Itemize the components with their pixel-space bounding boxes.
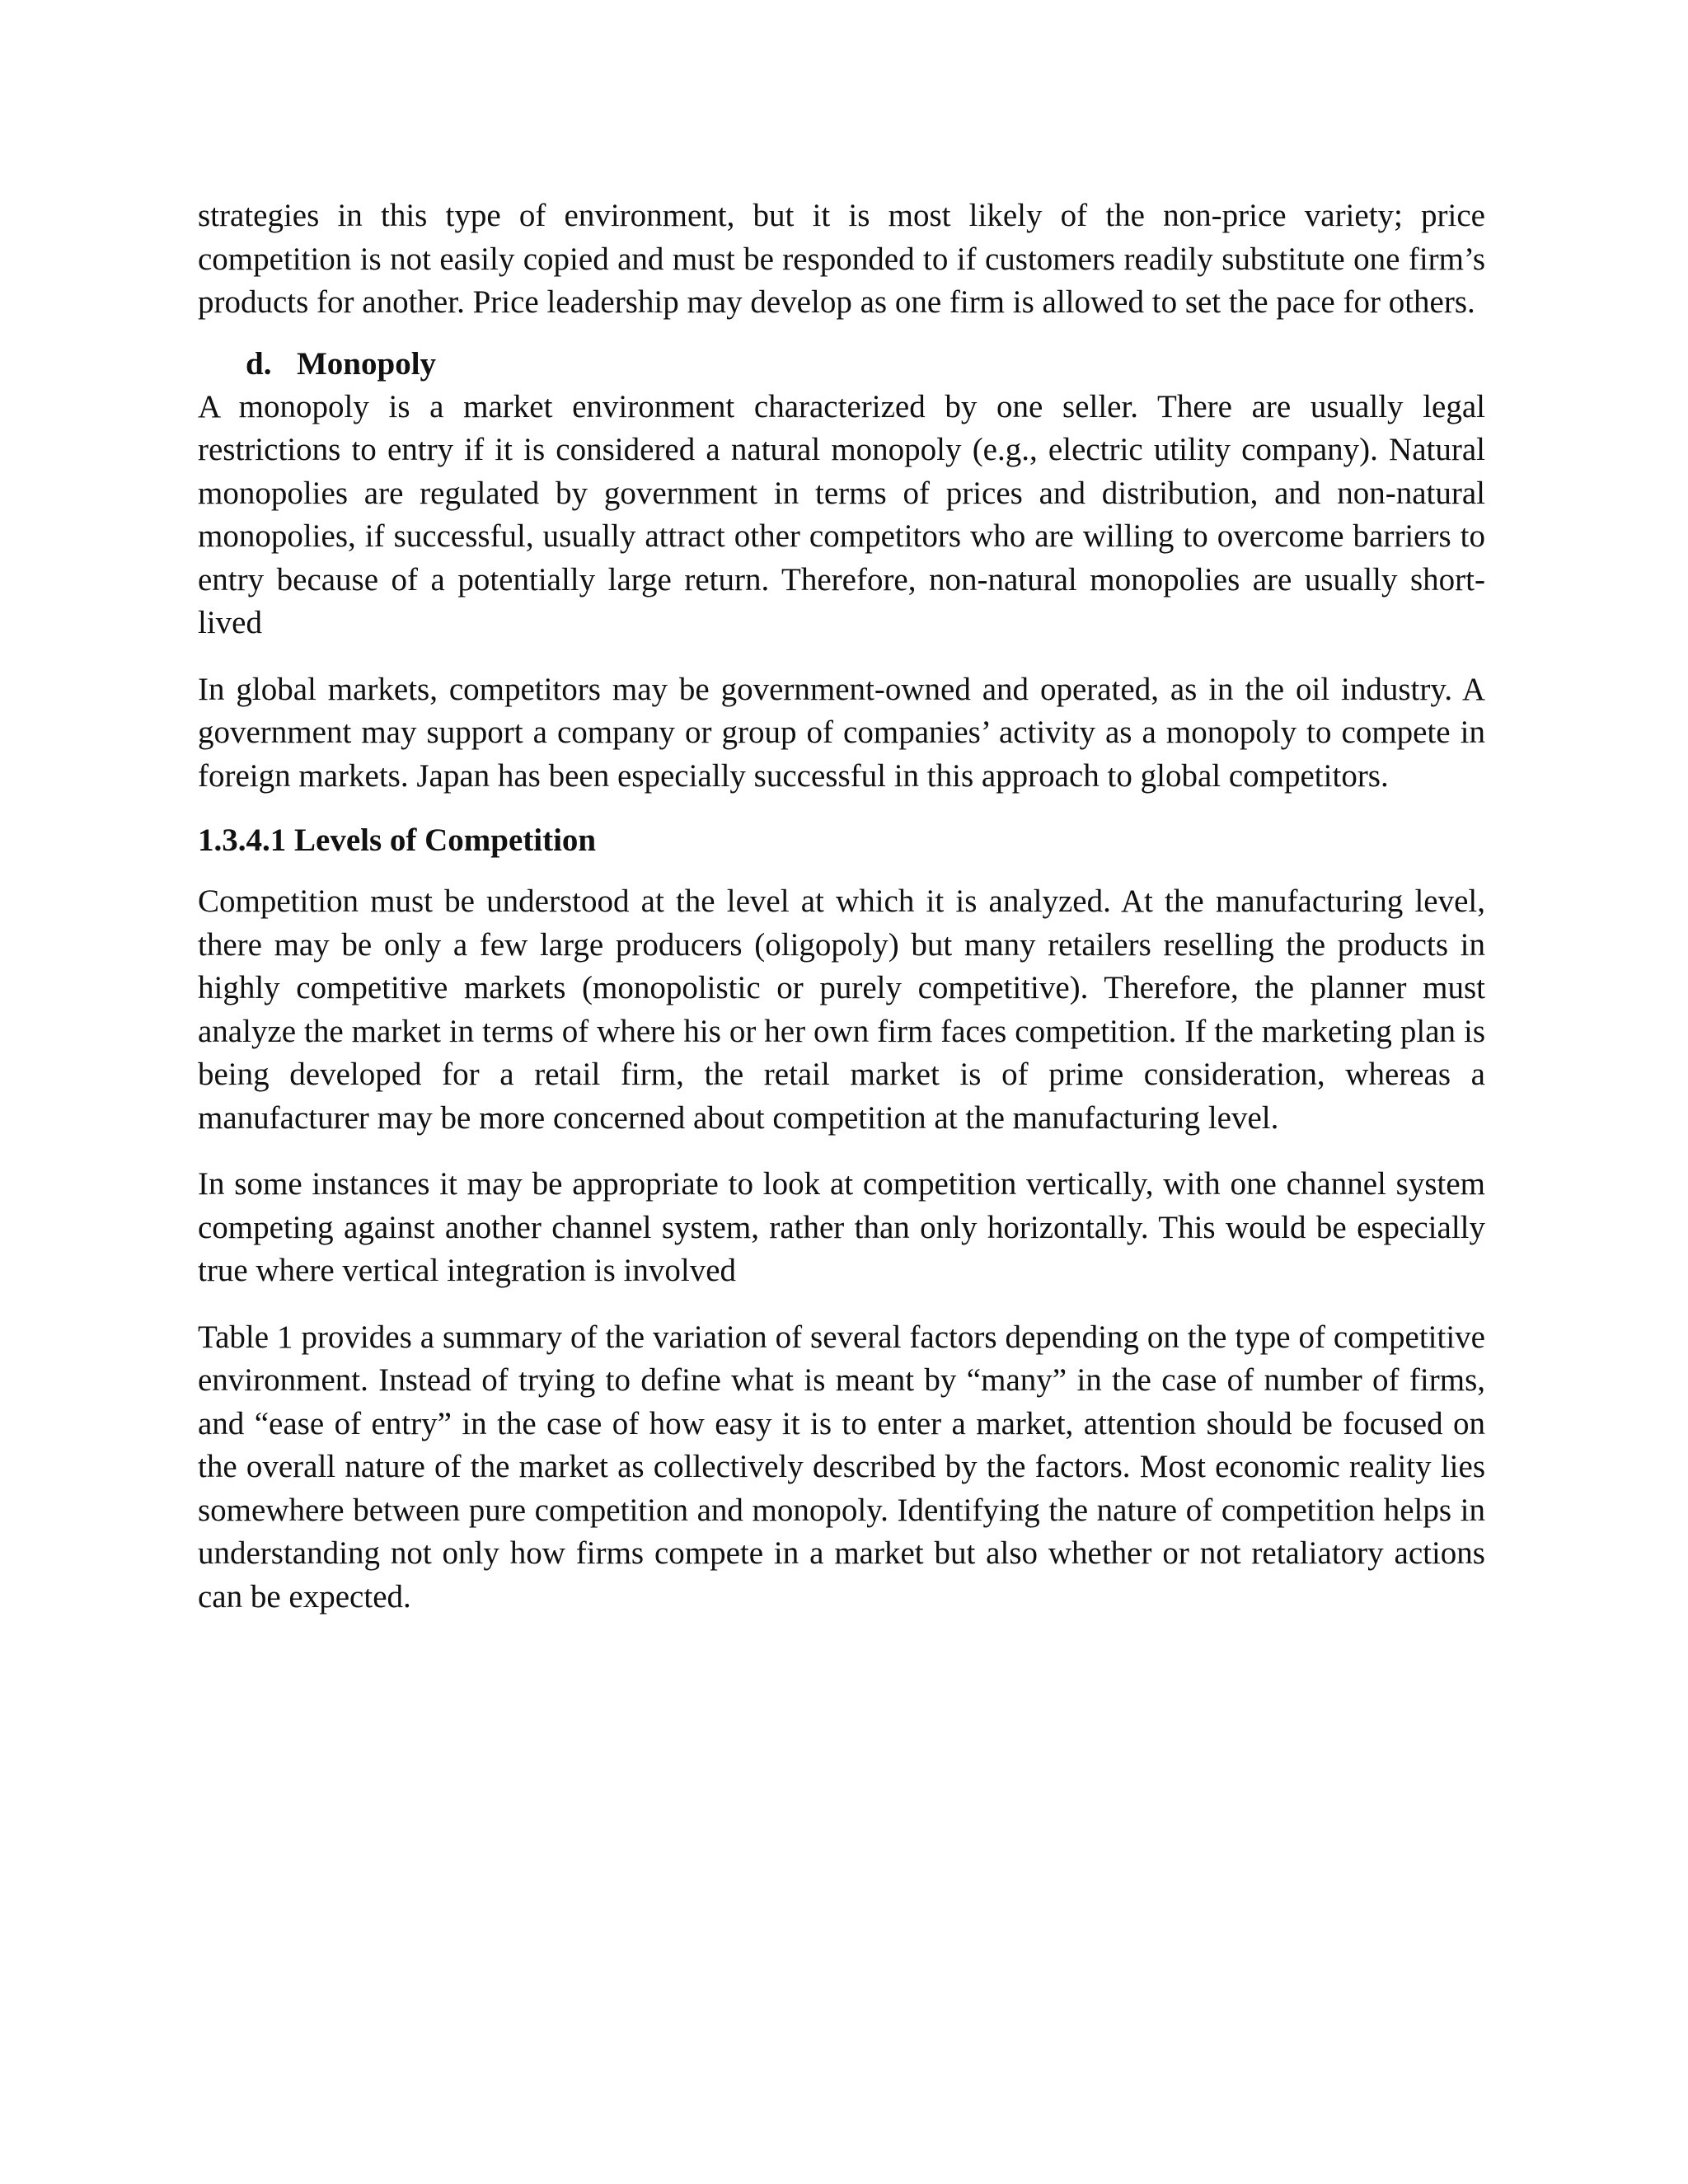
paragraph-monopoly: A monopoly is a market environment characterized by one seller. There are usually legal restrictions to entry if it is considered a natural monopoly (e.g., electric utility company). Natural monopolies are regulated by government in terms of prices and distribution, and non-natural monopolies, if successful, usually attract other competitors who are willing to overcome barriers to entry because of a potentially large return. Therefore, non-natural monopolies are usually short-lived [198, 388, 1485, 640]
monopoly-heading-title: Monopoly [297, 345, 437, 382]
paragraph-table-summary: Table 1 provides a summary of the variation of several factors depending on the type of competitive environment. Instead of trying to define what is meant by “many” in the case of number of firms, and “ease of entry” in the case of how easy it is to enter a market, attention should be focused on the overall nature of the market as collectively described by the factors. Most economic reality lies somewhere between pure competition and monopoly. Identifying the nature of competition helps in understanding not only how firms compete in a market but also whether or not retaliatory actions can be expected. [198, 1319, 1485, 1615]
section-heading-levels: 1.3.4.1 Levels of Competition [198, 823, 597, 858]
paragraph-intro: strategies in this type of environment, but it is most likely of the non-price variety; price competition is not easily copied and must be responded to if customers readily substitute one firm’s products for another. Price leadership may develop as one firm is allowed to set the pace for others. [198, 198, 1485, 320]
paragraph-global-markets: In global markets, competitors may be government-owned and operated, as in the oil industry. A government may support a company or group of companies’ activity as a monopoly to compete in foreign markets. Japan has been especially successful in this approach to global competitors. [198, 671, 1485, 794]
monopoly-heading [198, 343, 1485, 386]
document-page [198, 194, 1485, 1619]
paragraph-vertical: In some instances it may be appropriate to look at competition vertically, with one channel system competing against another channel system, rather than only horizontally. This would be especially true where vertical integration is involved [198, 1166, 1485, 1288]
list-marker: d. [246, 345, 272, 382]
paragraph-levels: Competition must be understood at the level at which it is analyzed. At the manufacturing level, there may be only a few large producers (oligopoly) but many retailers reselling the products in highly competitive markets (monopolistic or purely competitive). Therefore, the planner must analyze the market in terms of where his or her own firm faces competition. If the marketing plan is being developed for a retail firm, the retail market is of prime consideration, whereas a manufacturer may be more concerned about competition at the manufacturing level. [198, 883, 1485, 1136]
